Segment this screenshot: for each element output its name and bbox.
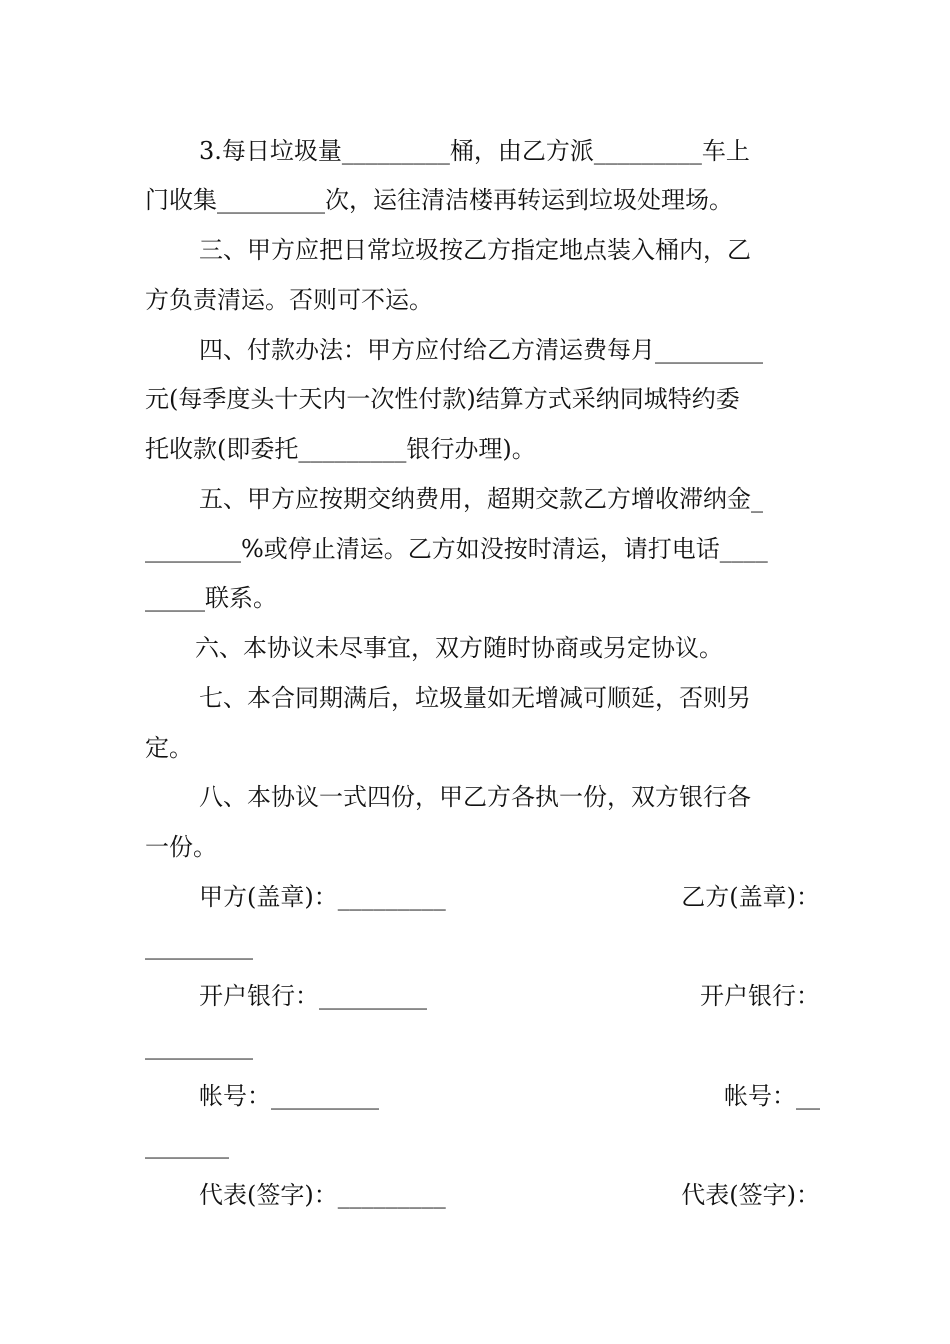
clause-six-line-1: 六、本协议未尽事宜，双方随时协商或另定协议。	[195, 634, 723, 662]
party-b-seal-blank: _________	[145, 932, 253, 960]
party-a-seal: 甲方(盖章)：_________	[199, 883, 446, 911]
bank-a: 开户银行：_________	[199, 982, 427, 1010]
clause-four-line-3: 托收款(即委托_________银行办理)。	[145, 435, 536, 463]
representative-b: 代表(签字)：	[681, 1181, 820, 1209]
clause-four-line-1: 四、付款办法：甲方应付给乙方清运费每月_________	[199, 336, 763, 364]
account-b-blank: _______	[145, 1131, 229, 1159]
clause-seven-line-2: 定。	[145, 734, 193, 762]
bank-b-blank: _________	[145, 1032, 253, 1060]
clause-3-line-2: 门收集_________次，运往清洁楼再转运到垃圾处理场。	[145, 186, 733, 214]
clause-five-line-2: ________%或停止清运。乙方如没按时清运，请打电话____	[145, 535, 768, 563]
representative-a: 代表(签字)：_________	[199, 1181, 446, 1209]
clause-3-line-1: 3.每日垃圾量_________桶，由乙方派_________车上	[199, 137, 750, 165]
party-b-seal: 乙方(盖章)：	[681, 883, 820, 911]
clause-three-line-2: 方负责清运。否则可不运。	[145, 286, 433, 314]
account-b: 帐号：__	[724, 1082, 820, 1110]
bank-b: 开户银行：	[700, 982, 820, 1010]
clause-eight-line-2: 一份。	[145, 833, 217, 861]
clause-eight-line-1: 八、本协议一式四份，甲乙方各执一份，双方银行各	[199, 783, 751, 811]
clause-seven-line-1: 七、本合同期满后，垃圾量如无增减可顺延，否则另	[199, 684, 751, 712]
clause-five-line-3: _____联系。	[145, 584, 277, 612]
clause-three-line-1: 三、甲方应把日常垃圾按乙方指定地点装入桶内，乙	[199, 236, 751, 264]
clause-four-line-2: 元(每季度头十天内一次性付款)结算方式采纳同城特约委	[145, 385, 740, 413]
clause-five-line-1: 五、甲方应按期交纳费用，超期交款乙方增收滞纳金_	[199, 485, 763, 513]
account-a: 帐号：_________	[199, 1082, 379, 1110]
